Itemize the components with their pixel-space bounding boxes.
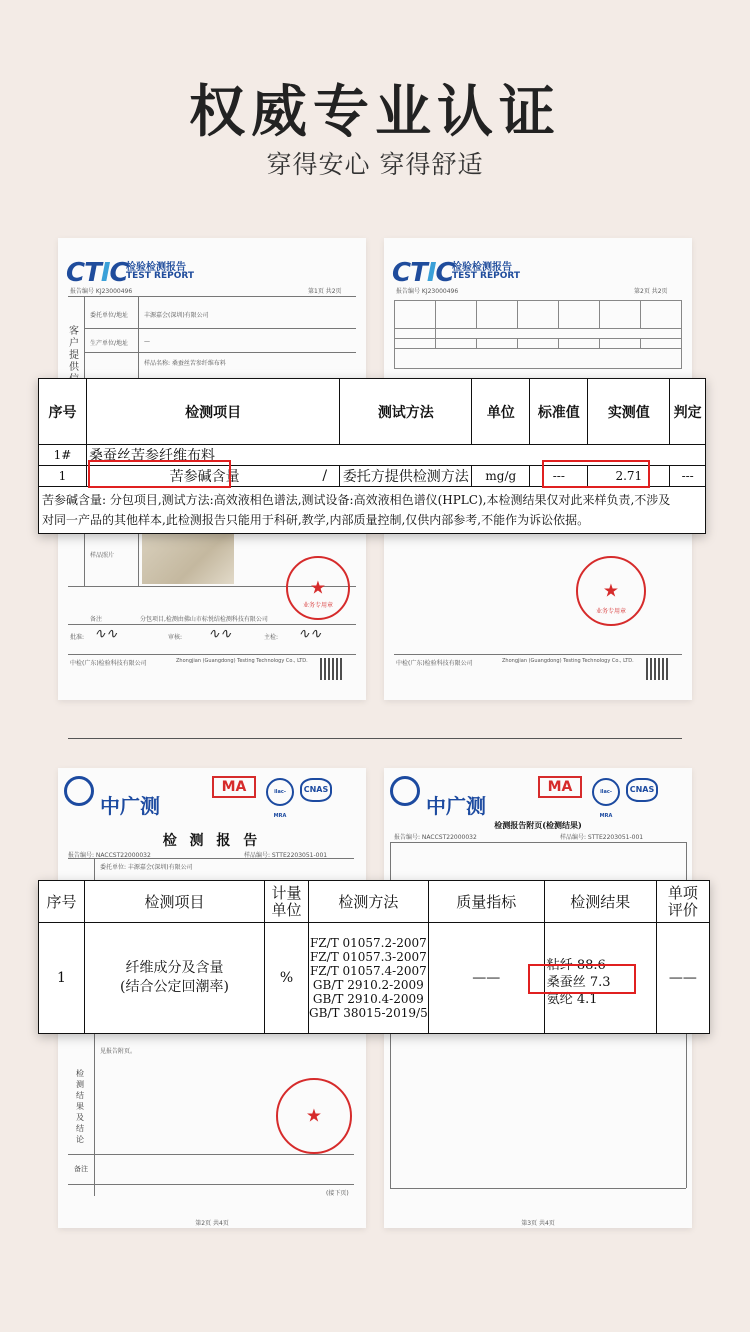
report-title: 检测报告附页(检测结果) [494, 820, 582, 830]
zgc-ring-icon [64, 776, 94, 806]
note-line-1: 苦参碱含量: 分包项目,测试方法:高效液相色谱法,测试设备:高效液相色谱仪(HPLC),本检测结果仅对此来样负责,不涉及 [42, 493, 671, 507]
highlight-item [88, 460, 231, 488]
side-result-label: 检测结果及结论 [76, 1069, 84, 1144]
review-label: 审核: [168, 634, 183, 641]
ctic-logo: CTIC [392, 258, 454, 288]
report-number: 报告编号 KJ23000496 [396, 288, 459, 295]
col-header-method: 测试方法 [340, 379, 472, 445]
row-no: 1 [39, 466, 87, 487]
report-number: 报告编号: NACCST22000032 [68, 852, 151, 859]
report-number: 报告编号: NACCST22000032 [394, 834, 477, 841]
main-label: 主检: [264, 634, 279, 641]
mini-result-table [394, 300, 682, 369]
ilac-badge: ilac-MRA [592, 778, 620, 806]
footer-company: 中检(广东)检验科技有限公司 [70, 660, 147, 667]
row-index: —— [428, 923, 544, 1034]
report-title-cn: 检验检测报告 [126, 262, 186, 273]
col-header-item: 检测项目 [87, 379, 340, 445]
col-header-judge: 判定 [670, 379, 706, 445]
result-line: 桑蚕丝 7.3 [546, 974, 611, 990]
approve-label: 批准: [70, 634, 85, 641]
producer-label: 生产单位/地址 [90, 340, 129, 347]
photo-label: 样品照片 [90, 552, 115, 559]
row-item-line-1: 纤维成分及含量 [125, 960, 224, 976]
page-number: 第1页 共2页 [308, 288, 342, 295]
signature: ∿∿ [298, 626, 322, 642]
row-item-line-2: (结合公定回潮率) [120, 979, 229, 995]
official-stamp [576, 556, 646, 626]
row-unit: mg/g [472, 466, 530, 487]
row-method: 委托方提供检测方法 [340, 466, 472, 487]
row-methods [309, 923, 429, 1034]
col-header-eval: 单项评价 [656, 881, 709, 923]
signature: ∿∿ [208, 626, 232, 642]
footer-company-en: Zhongjian (Guangdong) Testing Technology Co., LTD. [502, 658, 634, 664]
remark-value: 分包项目,检测由佛山市标悦结检测科技有限公司 [140, 616, 268, 623]
side-label: 客户提供 [69, 326, 79, 373]
result-line: 粘纤 88.6 [546, 957, 606, 973]
method-line: GB/T 2910.4-2009 [312, 992, 424, 1006]
section-divider [68, 738, 682, 739]
group-name: 桑蚕丝苦参纤维布料 [87, 445, 706, 466]
zgc-logo: 中广测 [426, 794, 486, 818]
row-unit: % [265, 923, 309, 1034]
method-line: FZ/T 01057.2-2007 [309, 936, 427, 950]
cnas-badge: CNAS [300, 778, 332, 802]
page-title: 权威专业认证 [189, 80, 561, 145]
star-icon: ★ [602, 580, 620, 602]
stamp-text: 业务专用章 [595, 608, 626, 615]
next-page: (接下页) [326, 1190, 349, 1197]
cnas-badge: CNAS [626, 778, 658, 802]
col-header-unit: 单位 [472, 379, 530, 445]
page-subtitle: 穿得安心 穿得舒适 [266, 150, 484, 179]
sample-photo [142, 532, 234, 584]
remark: 见报告附页。 [100, 1048, 137, 1055]
sample-label: 样品名称: 桑蚕丝苦参纤维布料 [144, 360, 226, 367]
col-header-result: 检测结果 [544, 881, 656, 923]
footer-company-en: Zhongjian (Guangdong) Testing Technology Co., LTD. [176, 658, 308, 664]
report-title-en: TEST REPORT [452, 271, 521, 281]
qr-code [320, 658, 342, 680]
zoomed-result-table-1 [38, 378, 706, 534]
row-measured: 2.71 [588, 466, 670, 487]
col-header-no: 序号 [39, 881, 85, 923]
page-number: 第2页 共2页 [634, 288, 668, 295]
star-icon: ★ [309, 577, 327, 599]
method-line: GB/T 2910.2-2009 [312, 978, 424, 992]
zgc-logo: 中广测 [100, 794, 160, 818]
note-cell [39, 487, 706, 534]
method-line: FZ/T 01057.4-2007 [309, 964, 427, 978]
qr-code [646, 658, 668, 680]
highlight-measured [542, 460, 650, 488]
remark-label: 备注 [90, 616, 103, 623]
row-no: 1 [39, 923, 85, 1034]
zoomed-result-table-2 [38, 880, 710, 1034]
col-header-standard: 标准值 [530, 379, 588, 445]
col-header-no: 序号 [39, 379, 87, 445]
col-header-unit: 计量单位 [265, 881, 309, 923]
method-line: FZ/T 01057.3-2007 [309, 950, 427, 964]
official-stamp [286, 556, 350, 620]
method-line: GB/T 38015-2019/5 [309, 1006, 428, 1020]
col-header-index: 质量指标 [428, 881, 544, 923]
col-header-measured: 实测值 [588, 379, 670, 445]
page-number: 第2页 共4页 [195, 1220, 229, 1227]
ctic-logo: CTIC [66, 258, 128, 288]
note-line-2: 对同一产品的其他样本,此检测报告只能用于科研,教学,内部质量控制,仅供内部参考,不能作为诉讼依据。 [42, 513, 590, 527]
ma-badge: MA [538, 776, 582, 798]
col-header-item: 检测项目 [85, 881, 265, 923]
sample-number: 样品编号: STTE2203051-001 [560, 834, 644, 841]
report-title-cn: 检验检测报告 [452, 262, 512, 273]
ma-badge: MA [212, 776, 256, 798]
client: 委托单位: 丰源嘉会(深圳)有限公司 [100, 864, 193, 871]
result-line: 氨纶 4.1 [546, 991, 598, 1007]
group-no: 1# [39, 445, 87, 466]
ilac-badge: ilac-MRA [266, 778, 294, 806]
row-item [85, 923, 265, 1034]
sample-number: 样品编号: STTE2203051-001 [244, 852, 328, 859]
col-header-method: 检测方法 [309, 881, 429, 923]
zgc-ring-icon [390, 776, 420, 806]
page-number: 第3页 共4页 [521, 1220, 555, 1227]
row-item: 苦参碱含量 [87, 466, 323, 487]
highlight-silk-result [528, 964, 636, 994]
stamp-text: 业务专用章 [302, 602, 333, 609]
row-judge: --- [670, 466, 706, 487]
side-note-label: 备注 [74, 1165, 88, 1173]
star-icon: ★ [305, 1105, 323, 1127]
producer-value: — [144, 338, 150, 345]
report-number: 报告编号 KJ23000496 [70, 288, 133, 295]
official-stamp [276, 1078, 352, 1154]
row-eval: —— [656, 923, 709, 1034]
row-slash: / [322, 466, 339, 487]
client-value: 丰源嘉会(深圳)有限公司 [144, 312, 209, 319]
signature: ∿∿ [94, 626, 118, 642]
row-standard: --- [530, 466, 588, 487]
report-title-en: TEST REPORT [126, 271, 195, 281]
client-label: 委托单位/地址 [90, 312, 129, 319]
footer-company: 中检(广东)检验科技有限公司 [396, 660, 473, 667]
report-title: 检 测 报 告 [162, 833, 262, 849]
